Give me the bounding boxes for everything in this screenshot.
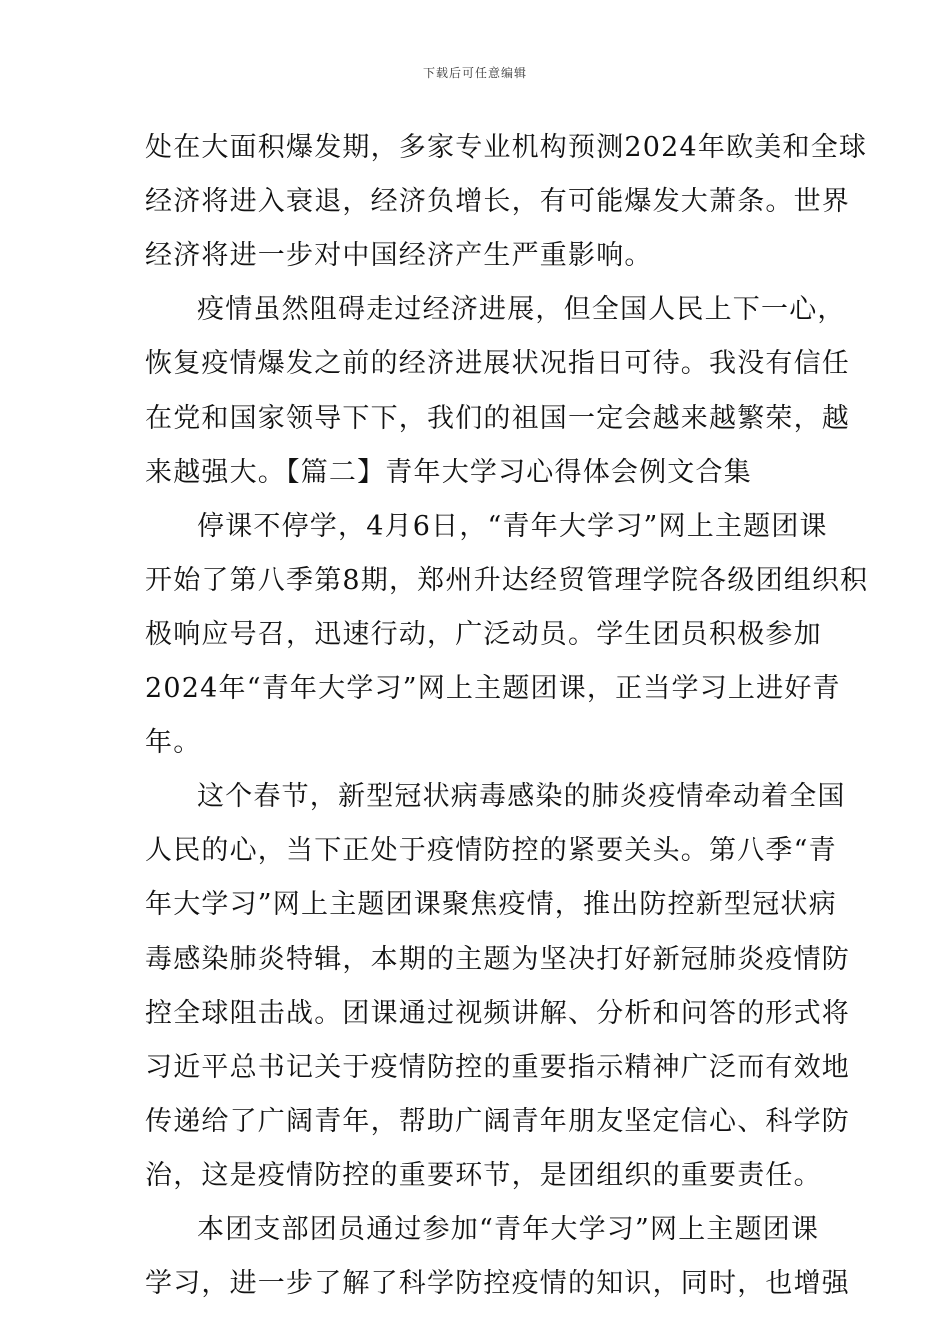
text-line: 传递给了广阔青年，帮助广阔青年朋友坚定信心、科学防 — [145, 1106, 850, 1137]
text-line: 年大学习”网上主题团课聚焦疫情，推出防控新型冠状病 — [145, 889, 837, 920]
paragraph-first-line: 这个春节，新型冠状病毒感染的肺炎疫情牵动着全国 — [197, 781, 846, 812]
text-line: 人民的心，当下正处于疫情防控的紧要关头。第八季“青 — [145, 835, 837, 866]
paragraph-first-line: 疫情虽然阻碍走过经济进展，但全国人民上下一心， — [197, 294, 846, 325]
text-line: 控全球阻击战。团课通过视频讲解、分析和问答的形式将 — [145, 998, 850, 1029]
text-line: 经济将进入衰退，经济负增长，有可能爆发大萧条。世界 — [145, 186, 850, 217]
paragraph-first-line: 停课不停学，4月6日，“青年大学习”网上主题团课 — [197, 511, 828, 542]
text-line: 开始了第八季第8期，郑州升达经贸管理学院各级团组织积 — [145, 565, 869, 596]
paragraph-first-line: 本团支部团员通过参加“青年大学习”网上主题团课 — [197, 1214, 820, 1245]
text-line: 习近平总书记关于疫情防控的重要指示精神广泛而有效地 — [145, 1052, 850, 1083]
text-line: 来越强大。【篇二】青年大学习心得体会例文合集 — [145, 457, 752, 488]
text-line: 经济将进一步对中国经济产生严重影响。 — [145, 240, 653, 271]
text-line: 学习，进一步了解了科学防控疫情的知识，同时，也增强 — [145, 1268, 850, 1299]
text-line: 年。 — [145, 727, 202, 758]
text-line: 治，这是疫情防控的重要环节，是团组织的重要责任。 — [145, 1160, 822, 1191]
header-note: 下载后可任意编辑 — [422, 66, 527, 80]
text-line: 在党和国家领导下下，我们的祖国一定会越来越繁荣，越 — [145, 403, 850, 434]
text-line: 恢复疫情爆发之前的经济进展状况指日可待。我没有信任 — [145, 348, 850, 379]
text-line: 毒感染肺炎特辑，本期的主题为坚决打好新冠肺炎疫情防 — [145, 944, 850, 975]
text-line: 2024年“青年大学习”网上主题团课，正当学习上进好青 — [145, 673, 841, 704]
text-line: 处在大面积爆发期，多家专业机构预测2024年欧美和全球 — [145, 132, 868, 163]
text-line: 极响应号召，迅速行动，广泛动员。学生团员积极参加 — [145, 619, 822, 650]
